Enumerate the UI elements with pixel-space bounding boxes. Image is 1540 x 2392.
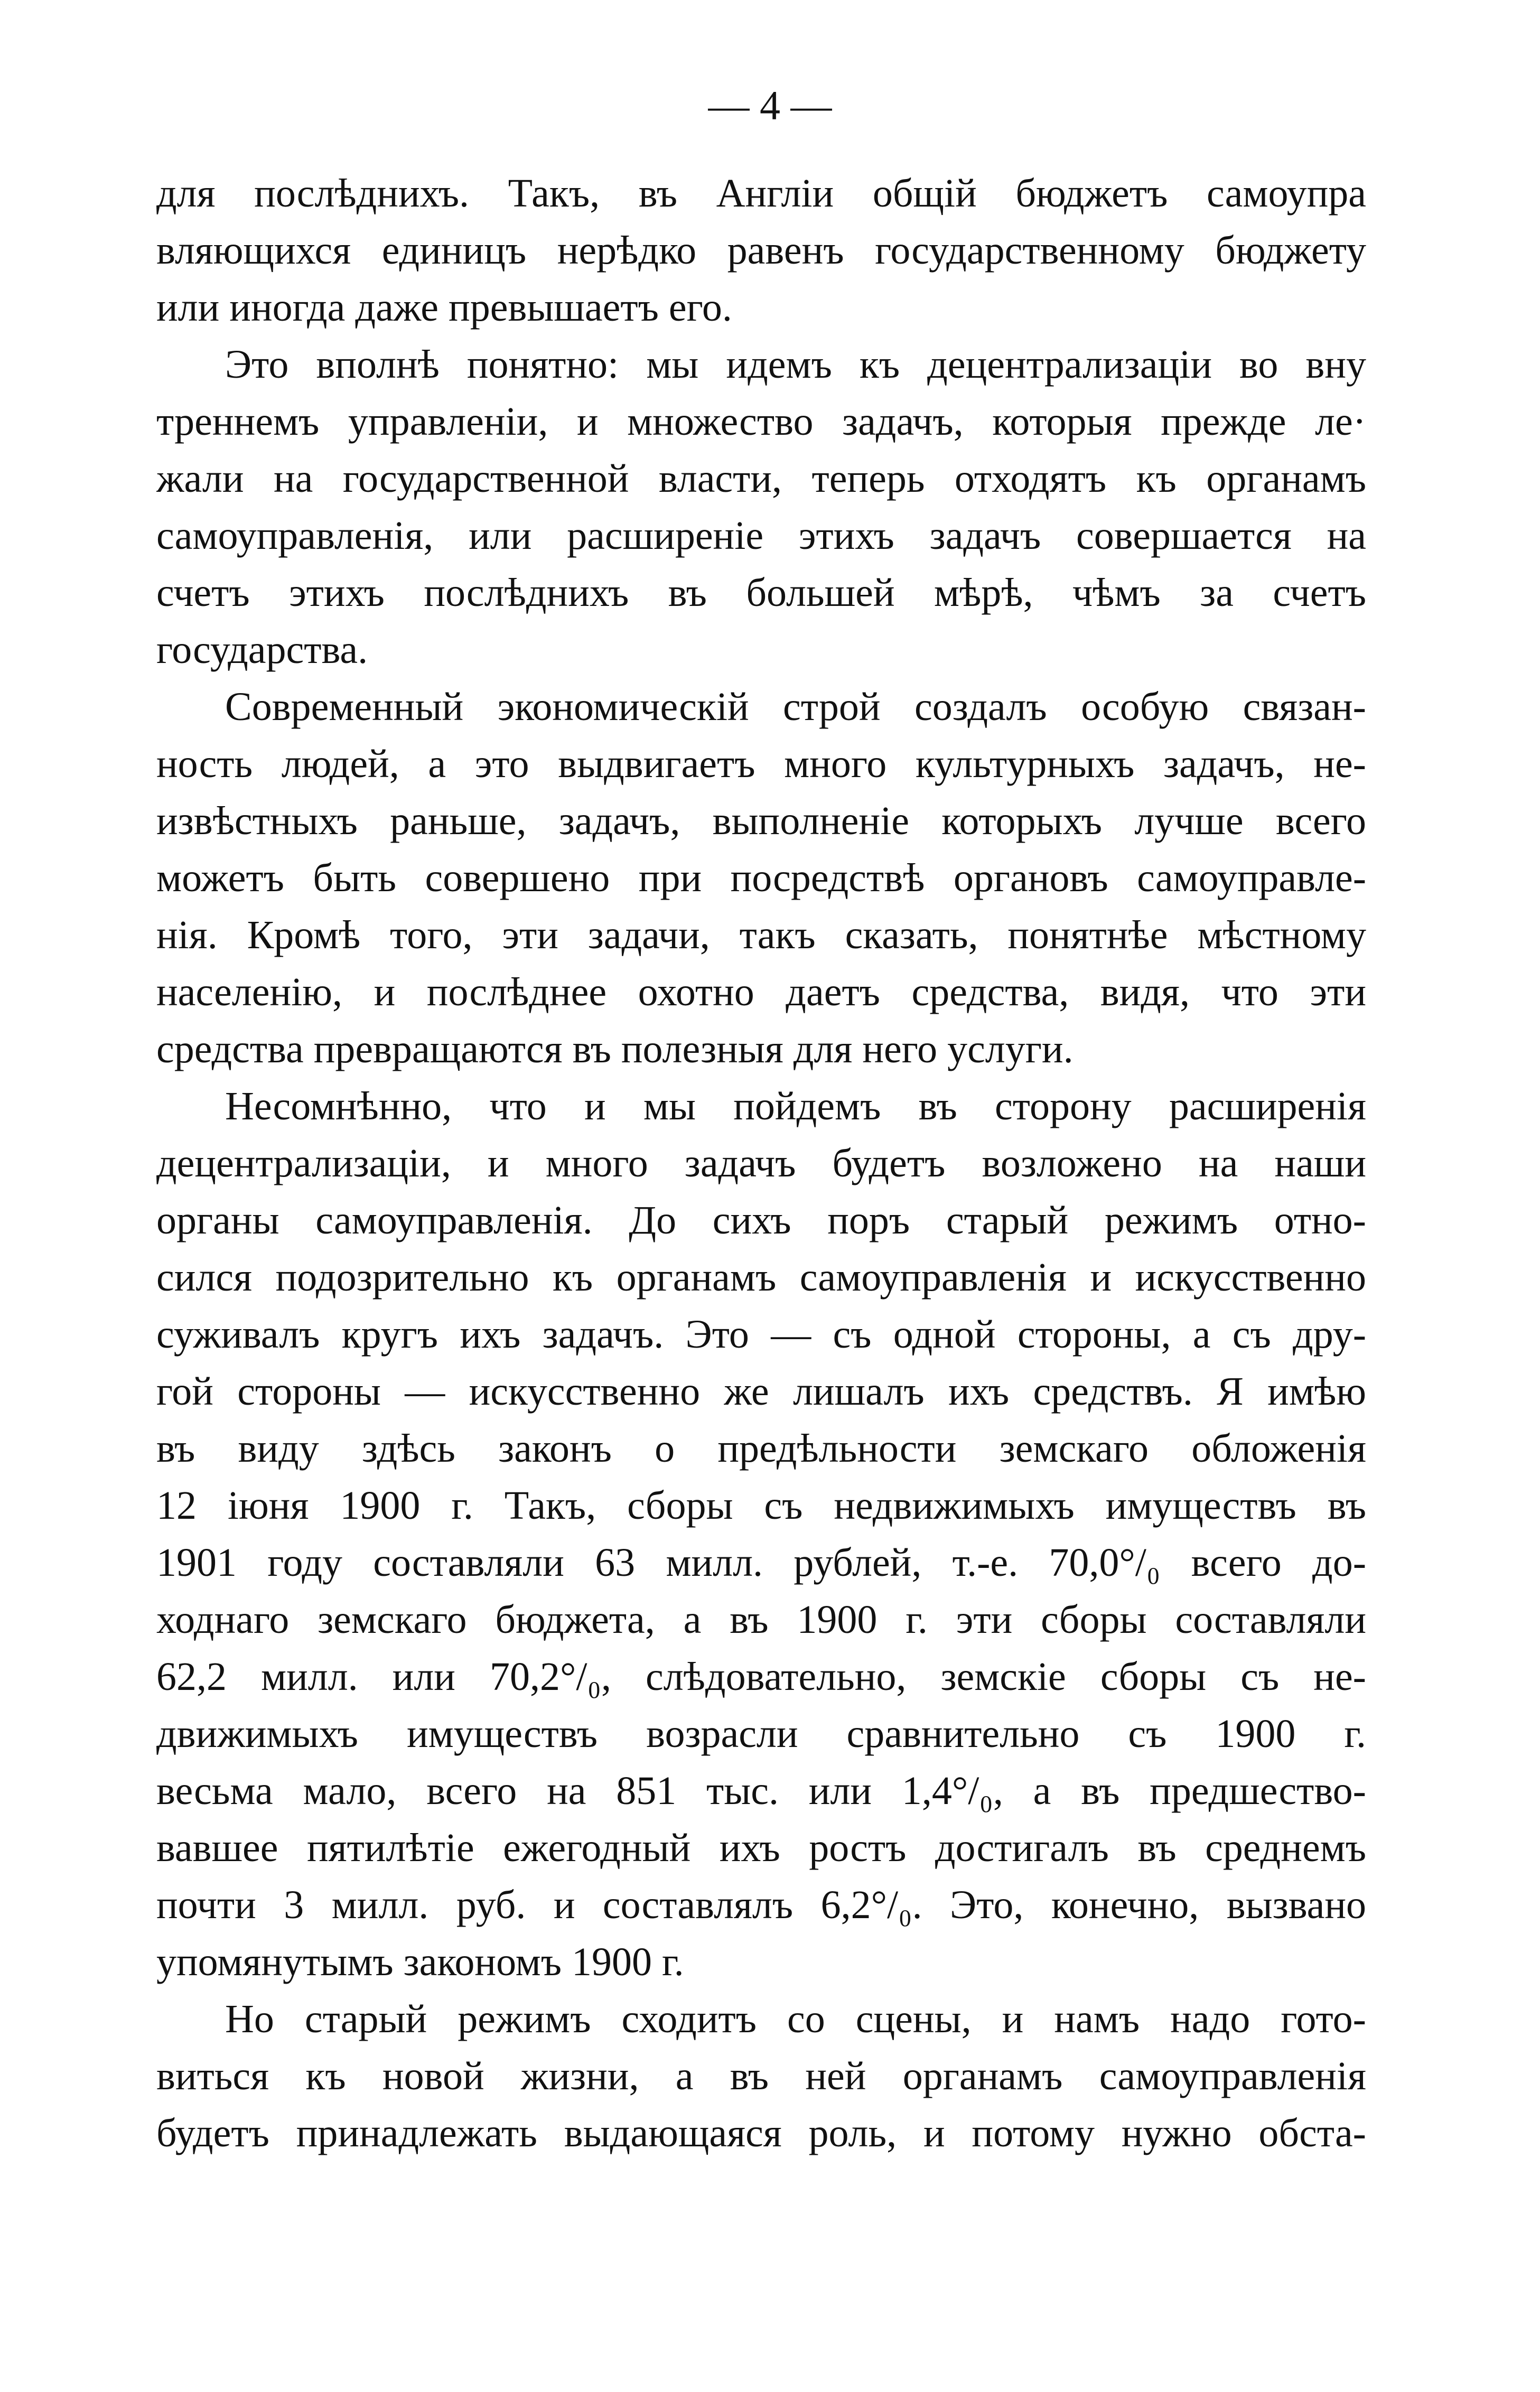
- text-line: весьма мало, всего на 851 тыс. или 1,4°/₀, а въ предшество-: [156, 1769, 1366, 1813]
- text-line: можетъ быть совершено при посредствѣ органовъ самоуправле-: [156, 856, 1366, 900]
- text-line: 62,2 милл. или 70,2°/₀, слѣдовательно, земскіе сборы съ не-: [156, 1655, 1366, 1699]
- text-line: самоуправленія, или расширеніе этихъ задачъ совершается на: [156, 513, 1366, 558]
- text-line: Современный экономическій строй создалъ особую связан-: [225, 685, 1366, 729]
- text-line: средства превращаются въ полезныя для него услуги.: [156, 1027, 1074, 1071]
- text-line: извѣстныхъ раньше, задачъ, выполненіе которыхъ лучше всего: [156, 799, 1366, 843]
- text-line: жали на государственной власти, теперь отходятъ къ органамъ: [156, 456, 1366, 501]
- text-line: движимыхъ имуществъ возрасли сравнительно съ 1900 г.: [156, 1712, 1366, 1756]
- text-line: ходнаго земскаго бюджета, а въ 1900 г. эти сборы составляли: [156, 1597, 1366, 1642]
- text-line: или иногда даже превышаетъ его.: [156, 285, 732, 330]
- page-number: — 4 —: [708, 82, 832, 128]
- text-line: 12 іюня 1900 г. Такъ, сборы съ недвижимыхъ имуществъ въ: [156, 1483, 1366, 1528]
- text-line: будетъ принадлежать выдающаяся роль, и потому нужно обста-: [156, 2111, 1366, 2155]
- text-line: въ виду здѣсь законъ о предѣльности земскаго обложенія: [156, 1426, 1366, 1471]
- text-line: децентрализаціи, и много задачъ будетъ возложено на наши: [156, 1141, 1366, 1185]
- text-line: виться къ новой жизни, а въ ней органамъ самоуправленія: [156, 2054, 1366, 2098]
- text-line: треннемъ управленіи, и множество задачъ, которыя прежде ле·: [156, 399, 1366, 444]
- text-line: Несомнѣнно, что и мы пойдемъ въ сторону расширенія: [225, 1084, 1366, 1128]
- text-line: суживалъ кругъ ихъ задачъ. Это — съ одной стороны, а съ дру-: [156, 1312, 1366, 1357]
- text-line: населенію, и послѣднее охотно даетъ средства, видя, что эти: [156, 970, 1366, 1014]
- text-line: 1901 году составляли 63 милл. рублей, т.-е. 70,0°/₀ всего до-: [156, 1540, 1366, 1585]
- text-line: для послѣднихъ. Такъ, въ Англіи общій бюджетъ самоупра: [156, 171, 1366, 216]
- text-line: почти 3 милл. руб. и составлялъ 6,2°/₀. Это, конечно, вызвано: [156, 1883, 1366, 1927]
- text-line: нія. Кромѣ того, эти задачи, такъ сказать, понятнѣе мѣстному: [156, 913, 1366, 957]
- text-line: органы самоуправленія. До сихъ поръ старый режимъ отно-: [156, 1198, 1366, 1242]
- text-line: Это вполнѣ понятно: мы идемъ къ децентрализаціи во вну: [225, 342, 1366, 387]
- text-line: вляющихся единицъ нерѣдко равенъ государственному бюджету: [156, 228, 1366, 273]
- text-line: Но старый режимъ сходитъ со сцены, и намъ надо гото-: [225, 1997, 1366, 2041]
- text-line: государства.: [156, 628, 368, 672]
- text-line: упомянутымъ закономъ 1900 г.: [156, 1940, 684, 1984]
- text-line: сился подозрительно къ органамъ самоуправленія и искусственно: [156, 1255, 1366, 1300]
- text-line: вавшее пятилѣтіе ежегодный ихъ ростъ достигалъ въ среднемъ: [156, 1826, 1366, 1870]
- text-line: счетъ этихъ послѣднихъ въ большей мѣрѣ, чѣмъ за счетъ: [156, 571, 1366, 615]
- text-line: гой стороны — искусственно же лишалъ ихъ средствъ. Я имѣю: [156, 1369, 1366, 1414]
- text-line: ность людей, а это выдвигаетъ много культурныхъ задачъ, не-: [156, 742, 1366, 786]
- body-text: [156, 165, 1366, 2162]
